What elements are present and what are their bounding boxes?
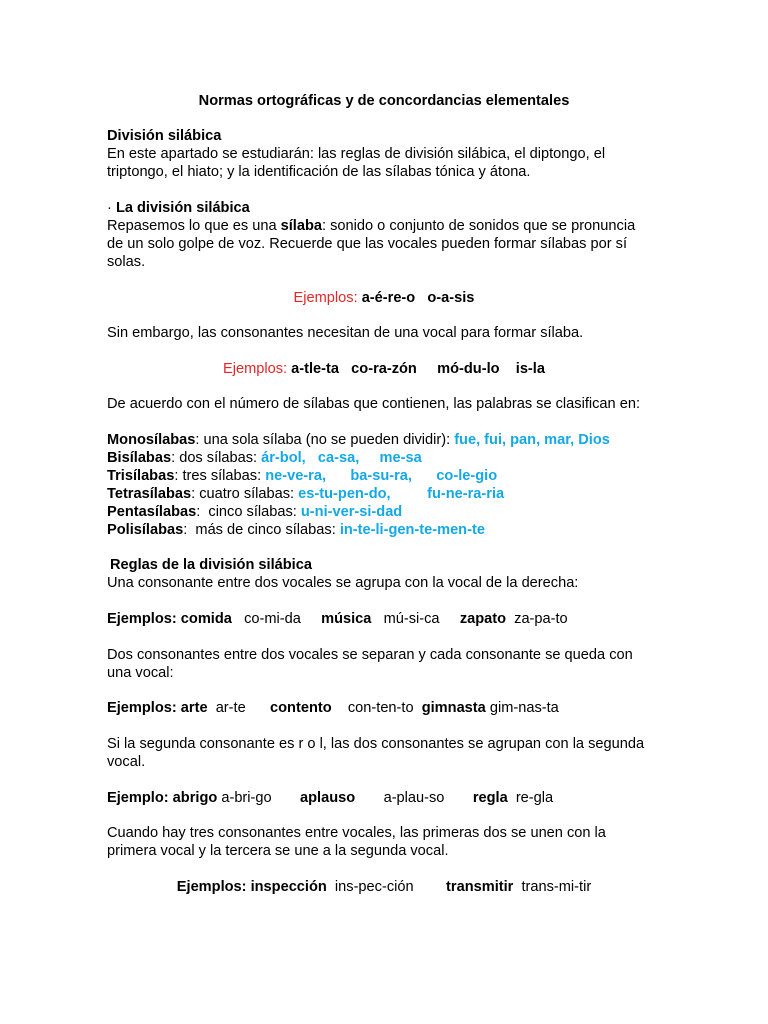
- example-division: con-ten-to: [347, 700, 414, 716]
- division-intro-line-2: triptongo, el hiato; y la identificación de las sílabas tónica y átona.: [107, 164, 531, 180]
- example-word: zapato: [459, 611, 507, 627]
- la-division-paragraph-line-1: [107, 217, 635, 235]
- regla-1-examples: [107, 610, 568, 628]
- la-division-paragraph-line-2: de un solo golpe de voz. Recuerde que las vocales pueden formar sílabas por sí: [107, 236, 628, 252]
- example-word: Ejemplos: arte: [107, 700, 208, 716]
- regla-3-examples: [107, 789, 553, 807]
- example-word: contento: [270, 700, 332, 716]
- regla-4-text-line-1: Cuando hay tres consonantes entre vocales, las primeras dos se unen con la: [107, 825, 606, 841]
- class-description: : una sola sílaba (no se pueden dividir):: [195, 432, 455, 448]
- class-description: : cuatro sílabas:: [191, 486, 299, 502]
- division-intro-line-1: En este apartado se estudiarán: las reglas de división silábica, el diptongo, el: [107, 146, 606, 162]
- example-division: mú-si-ca: [383, 611, 440, 627]
- examples-label: Ejemplos:: [293, 290, 358, 306]
- example-division: a-bri-go: [221, 790, 272, 806]
- example-word: aplauso: [300, 790, 356, 806]
- la-division-heading: La división silábica: [115, 200, 250, 216]
- examples-consonants-line: [0, 360, 768, 378]
- class-term: Polisílabas: [107, 522, 184, 538]
- regla-1-text: Una consonante entre dos vocales se agrupa con la vocal de la derecha:: [107, 575, 579, 591]
- class-row-polisilabas: [107, 521, 485, 539]
- sin-embargo-line: Sin embargo, las consonantes necesitan de una vocal para formar sílaba.: [107, 325, 584, 341]
- regla-2-text-line-2: una vocal:: [107, 665, 174, 681]
- example-division: a-plau-so: [383, 790, 445, 806]
- class-term: Bisílabas: [107, 450, 172, 466]
- class-examples: ár-bol, ca-sa, me-sa: [261, 450, 422, 466]
- acuerdo-line: De acuerdo con el número de sílabas que contienen, las palabras se clasifican en:: [107, 396, 640, 412]
- reglas-heading: Reglas de la división silábica: [110, 557, 312, 573]
- example-word: is-la: [515, 361, 545, 377]
- example-word: música: [321, 611, 372, 627]
- class-term: Trisílabas: [107, 468, 175, 484]
- example-division: gim-nas-ta: [489, 700, 559, 716]
- class-description: : tres sílabas:: [174, 468, 266, 484]
- class-term: Monosílabas: [107, 432, 196, 448]
- example-division: za-pa-to: [514, 611, 568, 627]
- regla-4-text-line-2: primera vocal y la tercera se une a la segunda vocal.: [107, 843, 449, 859]
- class-description: : dos sílabas:: [171, 450, 262, 466]
- example-division: co-mi-da: [244, 611, 301, 627]
- class-row-trisilabas: [107, 467, 497, 485]
- example-word: regla: [472, 790, 508, 806]
- example-word: a-é-re-o: [361, 290, 416, 306]
- class-description: : cinco sílabas:: [196, 504, 301, 520]
- example-word: mó-du-lo: [437, 361, 500, 377]
- class-row-pentasilabas: [107, 503, 402, 521]
- bullet-mark: ·: [107, 200, 112, 216]
- class-examples: u-ni-ver-si-dad: [300, 504, 403, 520]
- example-word: co-ra-zón: [351, 361, 417, 377]
- example-word: Ejemplos: inspección: [176, 879, 327, 895]
- regla-3-text-line-1: Si la segunda consonante es r o l, las dos consonantes se agrupan con la segunda: [107, 736, 645, 752]
- la-division-heading-line: [107, 199, 250, 217]
- example-division: trans-mi-tir: [521, 879, 592, 895]
- class-examples: fue, fui, pan, mar, Dios: [454, 432, 610, 448]
- regla-3-text-line-2: vocal.: [107, 754, 146, 770]
- class-description: : más de cinco sílabas:: [183, 522, 340, 538]
- example-word: o-a-sis: [427, 290, 475, 306]
- example-word: a-tle-ta: [291, 361, 339, 377]
- text-span: : sonido o conjunto de sonidos que se pronuncia: [322, 218, 636, 234]
- text-span: Repasemos lo que es una: [107, 218, 281, 234]
- regla-2-text-line-1: Dos consonantes entre dos vocales se separan y cada consonante se queda con: [107, 647, 633, 663]
- example-division: re-gla: [515, 790, 554, 806]
- class-term: Tetrasílabas: [107, 486, 192, 502]
- page-title: Normas ortográficas y de concordancias elementales: [198, 93, 570, 109]
- class-row-tetrasilabas: [107, 485, 504, 503]
- example-word: Ejemplos: comida: [107, 611, 232, 627]
- example-division: ar-te: [215, 700, 246, 716]
- regla-2-examples: [107, 699, 559, 717]
- example-word: gimnasta: [421, 700, 486, 716]
- regla-4-examples: [0, 878, 768, 896]
- examples-label: Ejemplos:: [223, 361, 288, 377]
- class-examples: ne-ve-ra, ba-su-ra, co-le-gio: [265, 468, 498, 484]
- class-term: Pentasílabas: [107, 504, 197, 520]
- la-division-paragraph-line-3: solas.: [107, 254, 146, 270]
- example-word: transmitir: [446, 879, 514, 895]
- section-heading-division: División silábica: [107, 128, 222, 144]
- class-examples: in-te-li-gen-te-men-te: [339, 522, 485, 538]
- class-row-monosilabas: [107, 431, 610, 449]
- examples-vowels-line: [0, 289, 768, 307]
- example-division: ins-pec-ción: [334, 879, 414, 895]
- class-row-bisilabas: [107, 449, 422, 467]
- term-silaba: sílaba: [280, 218, 322, 234]
- example-word: Ejemplo: abrigo: [107, 790, 218, 806]
- class-examples: es-tu-pen-do, fu-ne-ra-ria: [298, 486, 505, 502]
